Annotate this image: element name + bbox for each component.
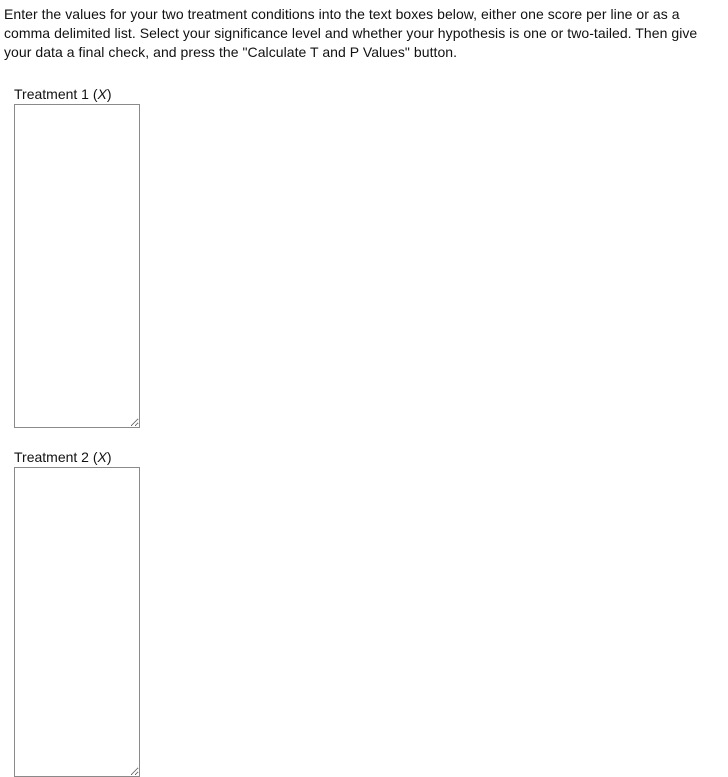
treatment-1-input[interactable]: [14, 104, 140, 428]
treatment-1-label-text: Treatment 1: [14, 86, 89, 102]
treatment-1-open-paren: (: [92, 86, 98, 102]
treatment-2-open-paren: (: [92, 449, 98, 465]
treatment-2-input[interactable]: [14, 467, 140, 777]
instructions-text: Enter the values for your two treatment conditions into the text boxes below, either one score per line or as a comma delimited list. Select your significance level and whether your hypothesis is one or two-tailed. Then give your data a final check, and press the "Calculate T and P Values" button.: [4, 6, 698, 60]
treatment-2-variable: X: [97, 449, 107, 465]
treatment-2-label: [14, 449, 112, 466]
treatment-1-label: [14, 86, 112, 103]
treatment-1-close-paren: ): [106, 86, 112, 102]
treatment-2-close-paren: ): [106, 449, 112, 465]
treatment-1-variable: X: [97, 86, 107, 102]
treatment-2-label-text: Treatment 2: [14, 449, 89, 465]
